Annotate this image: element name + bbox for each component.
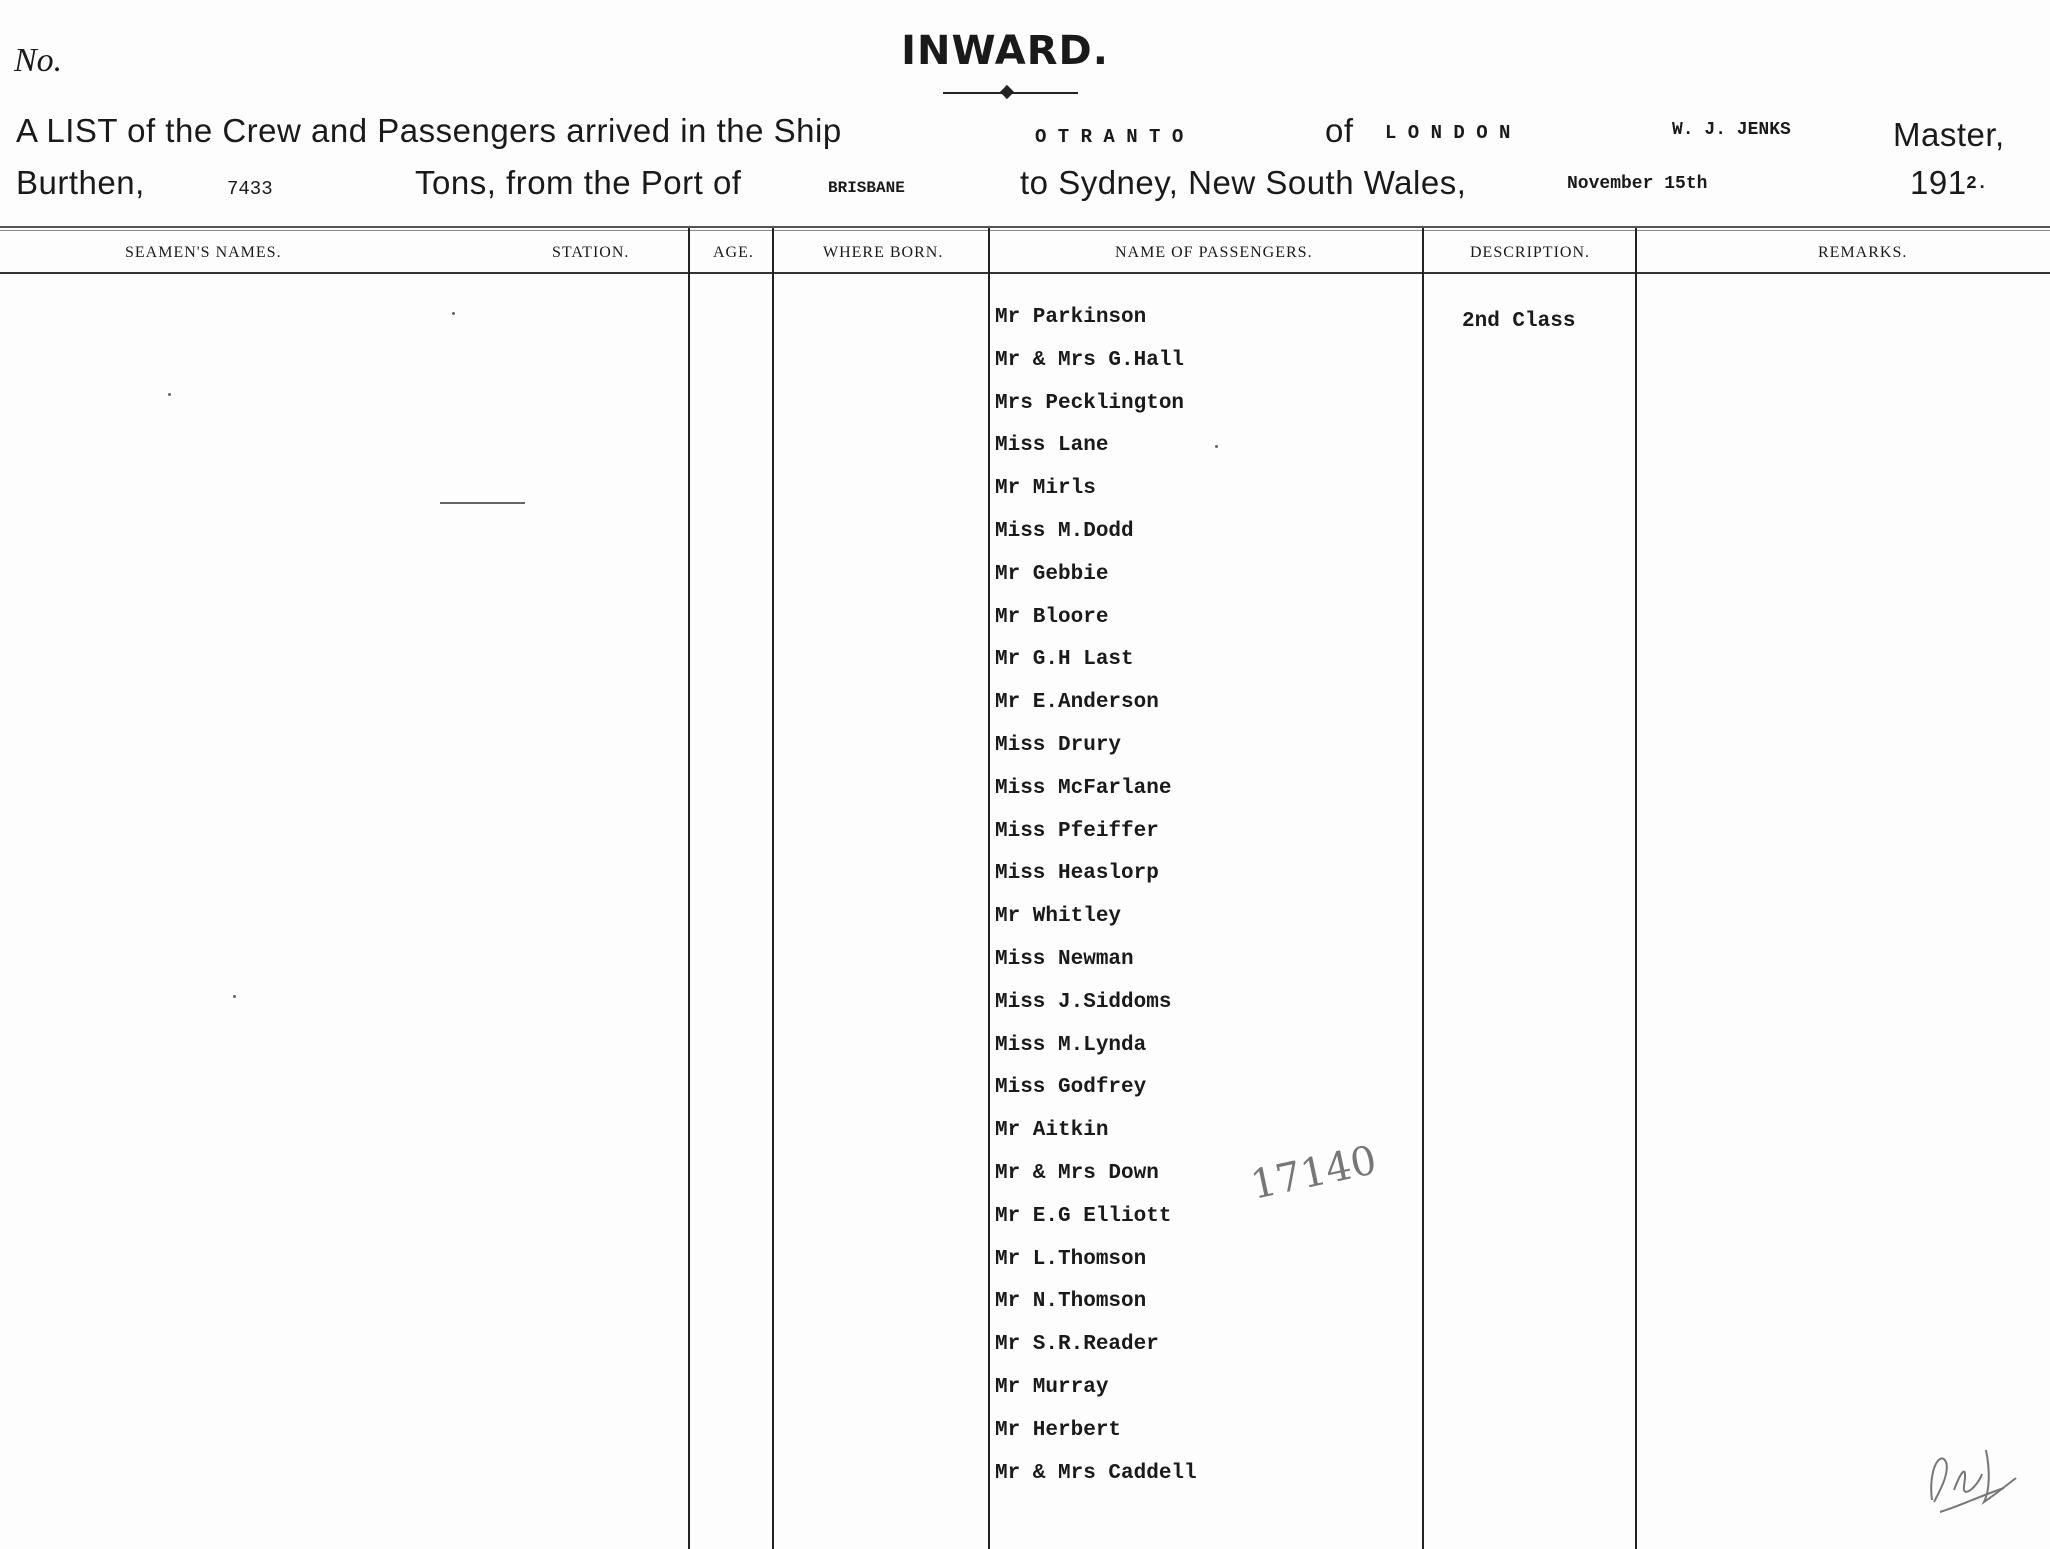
home-port: L O N D O N <box>1385 122 1511 144</box>
paper-speck <box>168 393 171 396</box>
column-header-seamens-names: SEAMEN'S NAMES. <box>125 244 282 261</box>
paper-speck <box>1215 445 1218 448</box>
master-name: W. J. JENKS <box>1672 120 1791 140</box>
initials-signature <box>1920 1390 2020 1520</box>
column-divider-age-born <box>772 228 774 1549</box>
passenger-entry: Miss J.Siddoms <box>995 990 1172 1014</box>
year-prefix: 191 <box>1910 164 1967 201</box>
column-header-remarks: REMARKS. <box>1818 244 1908 261</box>
destination-label: to Sydney, New South Wales, <box>1020 164 1467 201</box>
header-rule-secondary <box>0 230 2050 231</box>
document-title: INWARD. <box>901 28 1109 74</box>
burthen-label: Burthen, <box>16 164 145 201</box>
list-intro-label: A LIST of the Crew and Passengers arrived in the Ship <box>16 112 842 149</box>
column-divider-description-remarks <box>1635 228 1637 1549</box>
passenger-entry: Mr L.Thomson <box>995 1247 1147 1271</box>
passenger-entry: Mr Mirls <box>995 477 1096 501</box>
passenger-entry: Mr Gebbie <box>995 562 1109 586</box>
passenger-entry: Mr & Mrs Down <box>995 1161 1159 1185</box>
paper-speck <box>452 312 455 315</box>
tons-from-port-label: Tons, from the Port of <box>415 164 742 201</box>
passenger-entry: Miss Heaslorp <box>995 862 1159 886</box>
of-label: of <box>1325 112 1354 149</box>
form-line-ship <box>0 108 2050 158</box>
tonnage-value: 7433 <box>227 178 273 200</box>
column-header-age: AGE. <box>713 244 754 261</box>
passenger-entry: Mr N.Thomson <box>995 1290 1147 1314</box>
passenger-entry: Mr Murray <box>995 1375 1109 1399</box>
ship-name: O T R A N T O <box>1035 126 1184 148</box>
station-dash-mark <box>440 502 525 504</box>
passenger-entry: Mr Whitley <box>995 905 1122 929</box>
passenger-entry: Miss Pfeiffer <box>995 819 1159 843</box>
passenger-entry: Mr E.G Elliott <box>995 1204 1172 1228</box>
passenger-entry: Mr S.R.Reader <box>995 1333 1159 1357</box>
header-rule <box>0 226 2050 228</box>
passenger-entry: Mrs Pecklington <box>995 391 1185 415</box>
title-divider-ornament <box>1000 85 1014 99</box>
passenger-entry: Miss Godfrey <box>995 1076 1147 1100</box>
column-header-passenger-names: NAME OF PASSENGERS. <box>1115 244 1313 261</box>
column-divider-born-passengers <box>988 228 990 1549</box>
passenger-entry: Miss McFarlane <box>995 776 1172 800</box>
passenger-entry: Mr Parkinson <box>995 306 1147 329</box>
number-label: No. <box>14 42 63 79</box>
column-header-description: DESCRIPTION. <box>1470 244 1591 261</box>
passenger-entry: Miss Newman <box>995 947 1134 971</box>
passenger-entry: Mr E.Anderson <box>995 691 1159 715</box>
passenger-entry: Mr & Mrs G.Hall <box>995 348 1185 372</box>
passenger-entry: Mr Aitkin <box>995 1119 1109 1143</box>
column-header-where-born: WHERE BORN. <box>823 244 944 261</box>
passenger-entry: Mr G.H Last <box>995 648 1134 672</box>
column-divider-passengers-description <box>1422 228 1424 1549</box>
passenger-entry: Mr Bloore <box>995 605 1109 629</box>
passenger-entry: Miss M.Dodd <box>995 519 1134 543</box>
passenger-entry: Mr Herbert <box>995 1418 1122 1442</box>
handwritten-reference-number: 17140 <box>1246 1137 1381 1209</box>
form-line-voyage <box>0 160 2050 210</box>
column-header-station: STATION. <box>552 244 630 261</box>
column-divider-station-age <box>688 228 690 1549</box>
passenger-names-list <box>995 306 1197 1504</box>
departure-port: BRISBANE <box>828 179 905 197</box>
master-label: Master, <box>1893 116 2005 153</box>
passenger-entry: Miss M.Lynda <box>995 1033 1147 1057</box>
passenger-entry: Miss Drury <box>995 733 1122 757</box>
arrival-date: November 15th <box>1567 174 1708 194</box>
passenger-class-description: 2nd Class <box>1462 310 1576 333</box>
year-suffix: 2. <box>1966 174 1988 194</box>
paper-speck <box>233 995 236 998</box>
column-header-rule <box>0 272 2050 274</box>
passenger-entry: Miss Lane <box>995 434 1109 458</box>
passenger-entry: Mr & Mrs Caddell <box>995 1461 1197 1485</box>
